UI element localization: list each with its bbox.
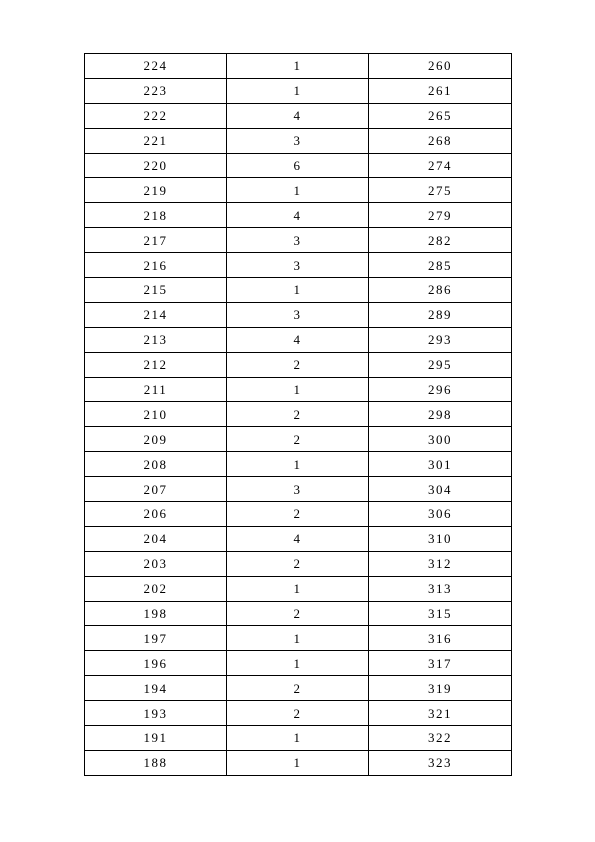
table-row	[85, 54, 512, 79]
table-cell: 1	[227, 452, 369, 477]
table-cell: 304	[369, 477, 512, 502]
table-cell: 208	[85, 452, 227, 477]
table-row	[85, 278, 512, 303]
table-cell: 198	[85, 601, 227, 626]
table-cell: 6	[227, 153, 369, 178]
table-row	[85, 477, 512, 502]
table-cell: 321	[369, 701, 512, 726]
table-cell: 216	[85, 253, 227, 278]
table-cell: 293	[369, 327, 512, 352]
table-cell: 4	[227, 526, 369, 551]
table-cell: 300	[369, 427, 512, 452]
table-cell: 203	[85, 551, 227, 576]
table-cell: 319	[369, 676, 512, 701]
table-row	[85, 676, 512, 701]
table-cell: 2	[227, 502, 369, 527]
table-cell: 313	[369, 576, 512, 601]
table-cell: 265	[369, 103, 512, 128]
table-cell: 210	[85, 402, 227, 427]
table-cell: 3	[227, 253, 369, 278]
table-cell: 220	[85, 153, 227, 178]
table-cell: 312	[369, 551, 512, 576]
table-row	[85, 551, 512, 576]
table-cell: 2	[227, 551, 369, 576]
table-cell: 274	[369, 153, 512, 178]
table-row	[85, 726, 512, 751]
table-cell: 193	[85, 701, 227, 726]
table-row	[85, 750, 512, 775]
table-cell: 3	[227, 477, 369, 502]
table-cell: 3	[227, 302, 369, 327]
table-cell: 1	[227, 377, 369, 402]
table-cell: 4	[227, 103, 369, 128]
table-row	[85, 302, 512, 327]
table-cell: 2	[227, 352, 369, 377]
table-cell: 286	[369, 278, 512, 303]
table-row	[85, 452, 512, 477]
table-cell: 298	[369, 402, 512, 427]
table-cell: 207	[85, 477, 227, 502]
table-row	[85, 701, 512, 726]
table-row	[85, 103, 512, 128]
table-cell: 194	[85, 676, 227, 701]
table-cell: 1	[227, 726, 369, 751]
table-cell: 211	[85, 377, 227, 402]
table-row	[85, 253, 512, 278]
table-cell: 202	[85, 576, 227, 601]
table-cell: 1	[227, 78, 369, 103]
table-cell: 221	[85, 128, 227, 153]
table-cell: 3	[227, 228, 369, 253]
table-cell: 188	[85, 750, 227, 775]
table-cell: 223	[85, 78, 227, 103]
table-cell: 1	[227, 750, 369, 775]
table-cell: 213	[85, 327, 227, 352]
table-row	[85, 203, 512, 228]
table-cell: 224	[85, 54, 227, 79]
table-cell: 1	[227, 278, 369, 303]
table-row	[85, 626, 512, 651]
table-cell: 1	[227, 576, 369, 601]
table-cell: 296	[369, 377, 512, 402]
table-cell: 1	[227, 626, 369, 651]
data-table	[84, 53, 512, 776]
table-cell: 196	[85, 651, 227, 676]
table-cell: 4	[227, 327, 369, 352]
table-row	[85, 651, 512, 676]
table-cell: 1	[227, 651, 369, 676]
table-cell: 306	[369, 502, 512, 527]
table-row	[85, 576, 512, 601]
table-row	[85, 601, 512, 626]
table-cell: 212	[85, 352, 227, 377]
table-cell: 289	[369, 302, 512, 327]
table-cell: 3	[227, 128, 369, 153]
table-body	[85, 54, 512, 776]
table-cell: 197	[85, 626, 227, 651]
table-cell: 301	[369, 452, 512, 477]
table-cell: 222	[85, 103, 227, 128]
table-cell: 310	[369, 526, 512, 551]
table-cell: 317	[369, 651, 512, 676]
table-row	[85, 402, 512, 427]
table-row	[85, 352, 512, 377]
table-cell: 214	[85, 302, 227, 327]
table-cell: 209	[85, 427, 227, 452]
table-cell: 316	[369, 626, 512, 651]
table-cell: 268	[369, 128, 512, 153]
table-row	[85, 427, 512, 452]
table-cell: 285	[369, 253, 512, 278]
table-cell: 2	[227, 676, 369, 701]
table-cell: 2	[227, 427, 369, 452]
table-cell: 1	[227, 54, 369, 79]
table-cell: 295	[369, 352, 512, 377]
table-cell: 217	[85, 228, 227, 253]
table-cell: 206	[85, 502, 227, 527]
table-row	[85, 178, 512, 203]
table-row	[85, 128, 512, 153]
table-row	[85, 502, 512, 527]
table-cell: 215	[85, 278, 227, 303]
table-row	[85, 526, 512, 551]
table-row	[85, 377, 512, 402]
table-cell: 315	[369, 601, 512, 626]
table-cell: 260	[369, 54, 512, 79]
table-cell: 191	[85, 726, 227, 751]
table-cell: 2	[227, 601, 369, 626]
table-cell: 323	[369, 750, 512, 775]
table-row	[85, 228, 512, 253]
table-cell: 2	[227, 701, 369, 726]
table-row	[85, 327, 512, 352]
table-cell: 279	[369, 203, 512, 228]
table-cell: 1	[227, 178, 369, 203]
table-cell: 282	[369, 228, 512, 253]
table-cell: 275	[369, 178, 512, 203]
table-cell: 2	[227, 402, 369, 427]
table-row	[85, 78, 512, 103]
table-cell: 261	[369, 78, 512, 103]
table-row	[85, 153, 512, 178]
table-cell: 219	[85, 178, 227, 203]
table-cell: 322	[369, 726, 512, 751]
table-cell: 204	[85, 526, 227, 551]
table-cell: 4	[227, 203, 369, 228]
table-cell: 218	[85, 203, 227, 228]
